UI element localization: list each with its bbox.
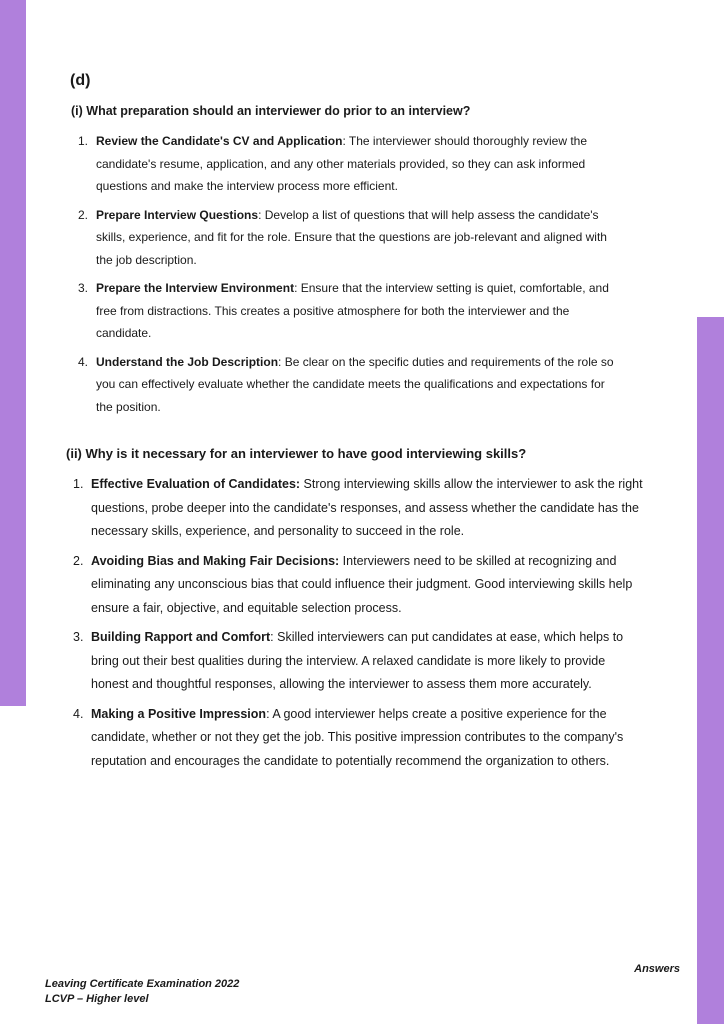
left-accent-bar [0, 0, 26, 706]
item-number: 4. [78, 354, 89, 369]
item-number: 4. [73, 706, 84, 721]
list-item [73, 626, 643, 697]
list-item [78, 130, 618, 198]
item-number: 3. [73, 630, 84, 644]
item-number: 1. [73, 477, 84, 491]
list-item [73, 473, 643, 544]
item-term: Review the Candidate's CV and Application [96, 134, 343, 148]
item-term: Making a Positive Impression [91, 706, 267, 721]
question-1-heading: (i) What preparation should an interviewer do prior to an interview? [71, 104, 471, 118]
item-term: Prepare the Interview Environment [96, 281, 295, 295]
question-1-answer-list [78, 130, 618, 424]
list-item [78, 351, 618, 419]
item-number: 1. [78, 134, 89, 148]
question-2-heading: (ii) Why is it necessary for an interviewer to have good interviewing skills? [66, 446, 527, 461]
item-text: Interviewers need to be skilled at recognizing and eliminating any unconscious bias that could influence their judgment. Good interviewing skills help ensure a fair, objective, and equitable selection process. [91, 553, 633, 615]
list-item [78, 277, 618, 345]
item-number: 2. [78, 207, 89, 222]
item-text: : Be clear on the specific duties and requirements of the role so you can effectively evaluate whether the candidate meets the qualifications and expectations for the position. [96, 354, 614, 414]
footer-exam-level: LCVP – Higher level [45, 993, 149, 1005]
item-number: 3. [78, 281, 89, 295]
item-number: 2. [73, 553, 84, 568]
item-text: : A good interviewer helps create a positive experience for the candidate, whether or not they get the job. This positive impression contributes to the company's reputation and encourages the candidate to potentially recommend the organization to others. [91, 706, 624, 768]
footer-exam-title: Leaving Certificate Examination 2022 [45, 978, 240, 990]
item-text: Strong interviewing skills allow the interviewer to ask the right questions, probe deeper into the candidate's responses, and assess whether the candidate has the necessary skills, experience, and personality to succeed in the role. [91, 477, 643, 538]
list-item [78, 204, 618, 272]
item-text: : Skilled interviewers can put candidates at ease, which helps to bring out their best qualities during the interview. A relaxed candidate is more likely to provide honest and thoughtful responses, allowing the interviewer to assess them more accurately. [91, 630, 624, 691]
section-label: (d) [70, 72, 91, 89]
item-text: : Develop a list of questions that will help assess the candidate's skills, experience, and fit for the role. Ensure that the questions are job-relevant and aligned with the job description. [96, 207, 607, 267]
question-2-answer-list [73, 473, 643, 779]
item-term: Understand the Job Description [96, 354, 279, 369]
item-term: Avoiding Bias and Making Fair Decisions: [91, 553, 340, 568]
list-item [73, 703, 643, 774]
item-term: Building Rapport and Comfort [91, 630, 271, 644]
footer-exam-info [45, 977, 239, 1007]
item-term: Prepare Interview Questions [96, 207, 259, 222]
item-text: : Ensure that the interview setting is quiet, comfortable, and free from distractions. This creates a positive atmosphere for both the interviewer and the candidate. [96, 281, 609, 340]
item-text: : The interviewer should thoroughly review the candidate's resume, application, and any other materials provided, so they can ask informed questions and make the interview process more efficient. [96, 134, 588, 193]
list-item [73, 550, 643, 621]
footer-answers-label: Answers [634, 963, 680, 975]
right-accent-bar [697, 317, 724, 1024]
item-term: Effective Evaluation of Candidates: [91, 477, 301, 491]
